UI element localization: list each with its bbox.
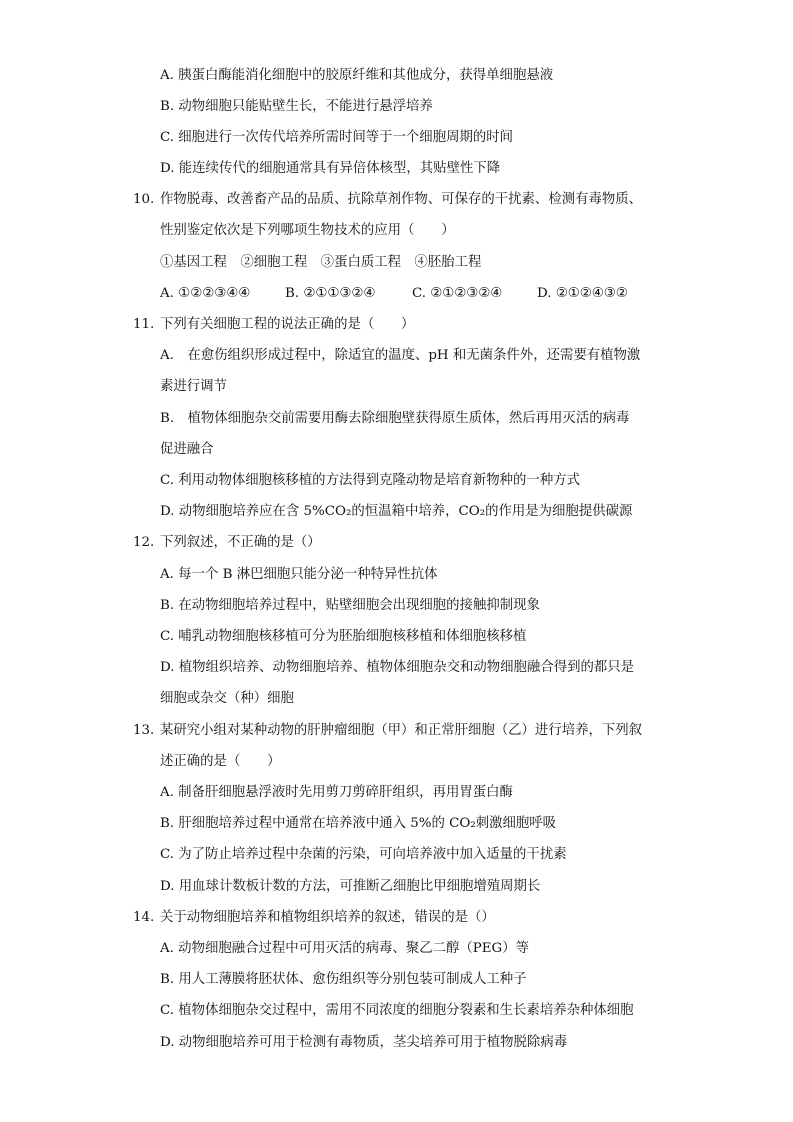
- q11-option-b-line2: 促进融合: [160, 442, 214, 457]
- q10-stem-line2: 性别鉴定依次是下列哪项生物技术的应用（ ）: [160, 223, 455, 238]
- q10-option-b: B. ②①①③②④: [285, 286, 376, 301]
- q10-option-c: C. ②①②③②④: [412, 286, 503, 301]
- q11-option-c: C. 利用动物体细胞核移植的方法得到克隆动物是培育新物种的一种方式: [160, 473, 580, 488]
- q10-options: [160, 285, 660, 303]
- q10-option-a: A. ①②②③④④: [160, 286, 251, 301]
- q9-option-c: C. 细胞进行一次传代培养所需时间等于一个细胞周期的时间: [160, 130, 514, 145]
- q9-option-a: A. 胰蛋白酶能消化细胞中的胶原纤维和其他成分，获得单细胞悬液: [160, 68, 554, 83]
- q9-option-b: B. 动物细胞只能贴壁生长，不能进行悬浮培养: [160, 99, 433, 114]
- q12-number: 12.: [133, 535, 155, 550]
- q10-stem-line1: 作物脱毒、改善畜产品的品质、抗除草剂作物、可保存的干扰素、检测有毒物质、: [160, 192, 643, 207]
- q14-stem: 关于动物细胞培养和植物组织培养的叙述，错误的是（）: [160, 910, 495, 925]
- q9-option-d: D. 能连续传代的细胞通常具有异倍体核型，其贴壁性下降: [160, 161, 501, 176]
- q13-option-b: B. 肝细胞培养过程中通常在培养液中通入 5%的 CO₂刺激细胞呼吸: [160, 816, 557, 831]
- q12-option-d-line1: D. 植物组织培养、动物细胞培养、植物体细胞杂交和动物细胞融合得到的都只是: [160, 660, 635, 675]
- q12-option-b: B. 在动物细胞培养过程中，贴壁细胞会出现细胞的接触抑制现象: [160, 598, 540, 613]
- q11-stem: 下列有关细胞工程的说法正确的是（ ）: [160, 317, 415, 332]
- q12-stem: 下列叙述，不正确的是（）: [160, 535, 321, 550]
- q12-option-c: C. 哺乳动物细胞核移植可分为胚胎细胞核移植和体细胞核移植: [160, 629, 527, 644]
- q13-option-d: D. 用血球计数板计数的方法，可推断乙细胞比甲细胞增殖周期长: [160, 879, 541, 894]
- q10-option-d: D. ②①②④③②: [537, 286, 628, 301]
- q11-option-b-line1: B. 植物体细胞杂交前需要用酶去除细胞壁获得原生质体，然后再用灭活的病毒: [160, 411, 630, 426]
- q13-stem-line1: 某研究小组对某种动物的肝肿瘤细胞（甲）和正常肝细胞（乙）进行培养，下列叙: [160, 723, 643, 738]
- q13-number: 13.: [133, 723, 155, 738]
- q14-option-b: B. 用人工薄膜将胚状体、愈伤组织等分别包装可制成人工种子: [160, 972, 527, 987]
- q13-stem-line2: 述正确的是（ ）: [160, 754, 281, 769]
- q12-option-d-line2: 细胞或杂交（种）细胞: [160, 691, 294, 706]
- q14-option-d: D. 动物细胞培养可用于检测有毒物质，茎尖培养可用于植物脱除病毒: [160, 1035, 568, 1050]
- q12-option-a: A. 每一个 B 淋巴细胞只能分泌一种特异性抗体: [160, 567, 438, 582]
- q11-number: 11.: [133, 317, 155, 332]
- q14-number: 14.: [133, 910, 155, 925]
- q13-option-a: A. 制备肝细胞悬浮液时先用剪刀剪碎肝组织，再用胃蛋白酶: [160, 785, 513, 800]
- q14-option-c: C. 植物体细胞杂交过程中，需用不同浓度的细胞分裂素和生长素培养杂种体细胞: [160, 1003, 634, 1018]
- q13-option-c: C. 为了防止培养过程中杂菌的污染，可向培养液中加入适量的干扰素: [160, 847, 567, 862]
- q11-option-a-line1: A. 在愈伤组织形成过程中，除适宜的温度、pH 和无菌条件外，还需要有植物激: [160, 348, 641, 363]
- q11-option-d: D. 动物细胞培养应在含 5%CO₂的恒温箱中培养，CO₂的作用是为细胞提供碳源: [160, 504, 633, 519]
- q10-items: ①基因工程 ②细胞工程 ③蛋白质工程 ④胚胎工程: [160, 255, 482, 270]
- q14-option-a: A. 动物细胞融合过程中可用灭活的病毒、聚乙二醇（PEG）等: [160, 941, 530, 956]
- q11-option-a-line2: 素进行调节: [160, 379, 227, 394]
- q10-number: 10.: [133, 192, 155, 207]
